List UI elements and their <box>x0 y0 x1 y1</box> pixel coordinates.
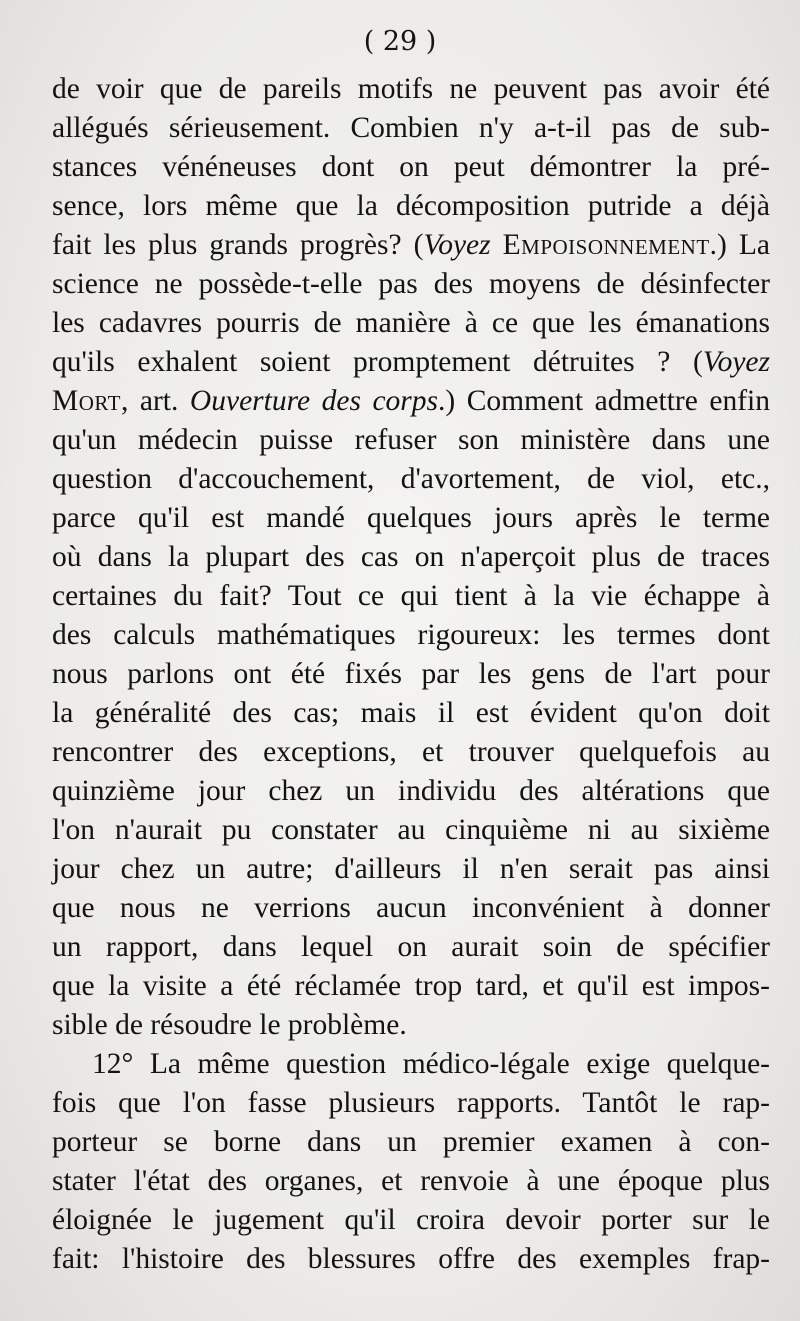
text-segment: que la visite a été réclamée trop tard, et qu'il est impos- <box>52 970 770 1002</box>
text-segment: fois que l'on fasse plusieurs rapports. Tantôt le rap- <box>52 1087 770 1119</box>
text-segment: un rapport, dans lequel on aurait soin de spécifier <box>52 931 770 963</box>
text-line <box>52 1201 770 1240</box>
text-segment: stater l'état des organes, et renvoie à une époque plus <box>52 1165 770 1197</box>
text-segment: fait les plus grands progrès? ( <box>52 229 424 261</box>
text-line <box>52 70 770 109</box>
small-caps-text: Empoisonnement <box>502 229 710 261</box>
text-line <box>52 889 770 928</box>
text-segment: qu'ils exhalent soient promptement détruites ? ( <box>52 346 703 378</box>
text-segment: des calculs mathématiques rigoureux: les termes dont <box>52 619 770 651</box>
text-line <box>52 928 770 967</box>
text-line <box>52 694 770 733</box>
text-segment: jour chez un autre; d'ailleurs il n'en serait pas ainsi <box>52 853 770 885</box>
text-line <box>52 577 770 616</box>
text-line <box>52 265 770 304</box>
italic-text: Ouverture des corps <box>189 385 439 417</box>
text-line <box>52 1162 770 1201</box>
text-segment: les cadavres pourris de manière à ce que les émanations <box>52 307 770 339</box>
text-segment: l'on n'aurait pu constater au cinquième ni au sixième <box>52 814 770 846</box>
text-line <box>52 304 770 343</box>
text-line <box>52 226 770 265</box>
text-segment: .) Comment admettre enfin <box>438 385 770 417</box>
text-line <box>52 1240 770 1279</box>
text-segment: certaines du fait? Tout ce qui tient à la vie échappe à <box>52 580 770 612</box>
text-segment: éloignée le jugement qu'il croira devoir porter sur le <box>52 1204 770 1236</box>
text-segment: où dans la plupart des cas on n'aperçoit plus de traces <box>52 541 770 573</box>
text-segment: parce qu'il est mandé quelques jours après le terme <box>52 502 770 534</box>
text-line <box>52 655 770 694</box>
text-line <box>52 733 770 772</box>
text-line <box>52 1084 770 1123</box>
text-segment: science ne possède-t-elle pas des moyens de désinfecter <box>52 268 770 300</box>
text-line <box>52 382 770 421</box>
body-text <box>52 70 770 1279</box>
text-segment: quinzième jour chez un individu des altérations que <box>52 775 770 807</box>
text-line <box>52 499 770 538</box>
text-segment: de voir que de pareils motifs ne peuvent pas avoir été <box>52 73 770 105</box>
text-line <box>52 616 770 655</box>
text-line <box>52 460 770 499</box>
text-segment: la généralité des cas; mais il est évident qu'on doit <box>52 697 770 729</box>
text-segment: question d'accouchement, d'avortement, de viol, etc., <box>52 463 770 495</box>
text-line <box>52 187 770 226</box>
text-segment: porteur se borne dans un premier examen à con- <box>52 1126 770 1158</box>
text-line <box>52 1006 770 1045</box>
text-line <box>52 538 770 577</box>
text-segment: nous parlons ont été fixés par les gens de l'art pour <box>52 658 770 690</box>
text-line <box>52 850 770 889</box>
text-line <box>52 811 770 850</box>
text-segment: rencontrer des exceptions, et trouver quelquefois au <box>52 736 770 768</box>
text-line <box>52 109 770 148</box>
text-segment: stances vénéneuses dont on peut démontrer la pré- <box>52 151 770 183</box>
text-line <box>52 967 770 1006</box>
text-line <box>52 1123 770 1162</box>
text-line <box>52 421 770 460</box>
page-number: ( 29 ) <box>363 26 437 57</box>
small-caps-text: Mort <box>52 385 121 417</box>
text-segment: fait: l'histoire des blessures offre des exemples frap- <box>52 1243 770 1275</box>
text-segment: , art. <box>120 385 190 417</box>
text-segment: sence, lors même que la décomposition putride a déjà <box>52 190 770 222</box>
text-line <box>52 343 770 382</box>
text-segment: 12° La même question médico-légale exige quelque- <box>92 1048 770 1080</box>
text-line <box>52 148 770 187</box>
text-segment: allégués sérieusement. Combien n'y a-t-il pas de sub- <box>52 112 770 144</box>
text-segment: sible de résoudre le problème. <box>52 1009 407 1041</box>
text-line <box>52 1045 770 1084</box>
text-segment: que nous ne verrions aucun inconvénient à donner <box>52 892 770 924</box>
italic-text: Voyez <box>702 346 770 378</box>
italic-text: Voyez <box>423 229 491 261</box>
text-segment: qu'un médecin puisse refuser son ministère dans une <box>52 424 770 456</box>
text-segment: .) La <box>709 229 771 261</box>
text-line <box>52 772 770 811</box>
text-segment <box>491 229 503 261</box>
